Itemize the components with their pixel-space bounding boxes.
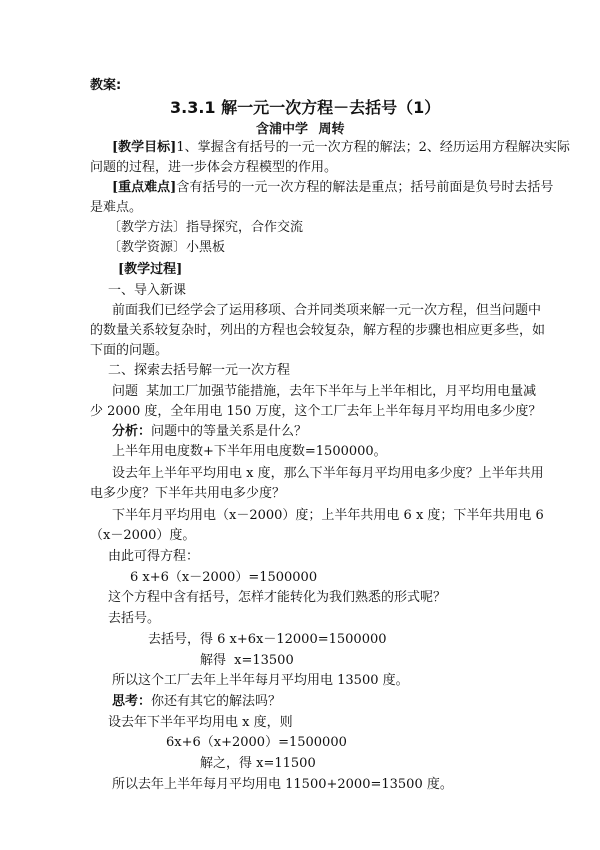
solve-step1: 去括号，得 6 x+6x－12000=1500000 bbox=[148, 632, 387, 647]
author-line: 含浦中学 周转 bbox=[256, 122, 345, 137]
objectives-line2: 问题的过程，进一步体会方程模型的作用。 bbox=[90, 160, 338, 175]
answer-line2: （x－2000）度。 bbox=[90, 528, 196, 543]
section1-line1: 前面我们已经学会了运用移项、合并同类项来解一元一次方程，但当问题中 bbox=[112, 303, 542, 318]
problem-line1: 问题 某加工厂加强节能措施，去年下半年与上半年相比，月平均用电量减 bbox=[112, 384, 537, 399]
question-line: 这个方程中含有括号，怎样才能转化为我们熟悉的形式呢？ bbox=[108, 590, 447, 605]
analysis-line bbox=[112, 424, 307, 440]
conclusion-line: 所以这个工厂去年上半年每月平均用电 13500 度。 bbox=[112, 673, 409, 688]
process-label: [教学过程] bbox=[118, 262, 183, 277]
equation-main: 6 x+6（x－2000）=1500000 bbox=[130, 570, 318, 585]
problem-line2: 少 2000 度，全年用电 150 万度，这个工厂去年上半年每月平均用电多少度？ bbox=[90, 404, 542, 419]
answer-line1: 下半年月平均用电（x－2000）度；上半年共用电 6 x 度；下半年共用电 6 bbox=[112, 508, 544, 523]
setup-line2: 电多少度？下半年共用电多少度？ bbox=[90, 486, 286, 501]
section1-heading: 一、导入新课 bbox=[108, 283, 187, 298]
objectives-line1 bbox=[112, 140, 570, 156]
teaching-resources: 〔教学资源〕小黑板 bbox=[108, 240, 226, 255]
get-equation: 由此可得方程： bbox=[108, 549, 200, 564]
think-line bbox=[112, 694, 281, 710]
analysis-text: 问题中的等量关系是什么？ bbox=[151, 424, 308, 439]
alt-setup: 设去年下半年平均用电 x 度，则 bbox=[108, 715, 293, 730]
remove-brackets: 去括号。 bbox=[108, 611, 161, 626]
objectives-text: 1、掌握含有括号的一元一次方程的解法；2、经历运用方程解决实际 bbox=[176, 140, 570, 155]
alt-solution: 解之，得 x=11500 bbox=[200, 756, 316, 771]
teaching-method: 〔教学方法〕指导探究，合作交流 bbox=[108, 220, 304, 235]
alt-conclusion: 所以去年上半年每月平均用电 11500+2000=13500 度。 bbox=[112, 777, 453, 792]
page-title: 3.3.1 解一元一次方程－去括号（1） bbox=[170, 98, 441, 117]
think-label: 思考： bbox=[112, 694, 152, 709]
solve-step2: 解得 x=13500 bbox=[200, 653, 294, 668]
doc-label: 教案: bbox=[90, 78, 122, 93]
keypoints-line2: 是难点。 bbox=[90, 200, 143, 215]
alt-equation: 6x+6（x+2000）=1500000 bbox=[166, 735, 347, 750]
section1-line3: 下面的问题。 bbox=[90, 343, 169, 358]
objectives-label: [教学目标] bbox=[112, 140, 177, 155]
analysis-label: 分析： bbox=[112, 424, 152, 439]
keypoints-label: [重点难点] bbox=[112, 180, 177, 195]
relation-line: 上半年用电度数+下半年用电度数=1500000。 bbox=[112, 444, 387, 459]
setup-line1: 设去年上半年平均用电 x 度，那么下半年每月平均用电多少度？上半年共用 bbox=[112, 466, 544, 481]
think-text: 你还有其它的解法吗？ bbox=[151, 694, 282, 709]
keypoints-line1 bbox=[112, 180, 553, 196]
keypoints-text: 含有括号的一元一次方程的解法是重点；括号前面是负号时去括号 bbox=[176, 180, 554, 195]
section1-line2: 的数量关系较复杂时，列出的方程也会较复杂，解方程的步骤也相应更多些，如 bbox=[90, 323, 546, 338]
section2-heading: 二、探索去括号解一元一次方程 bbox=[108, 363, 291, 378]
